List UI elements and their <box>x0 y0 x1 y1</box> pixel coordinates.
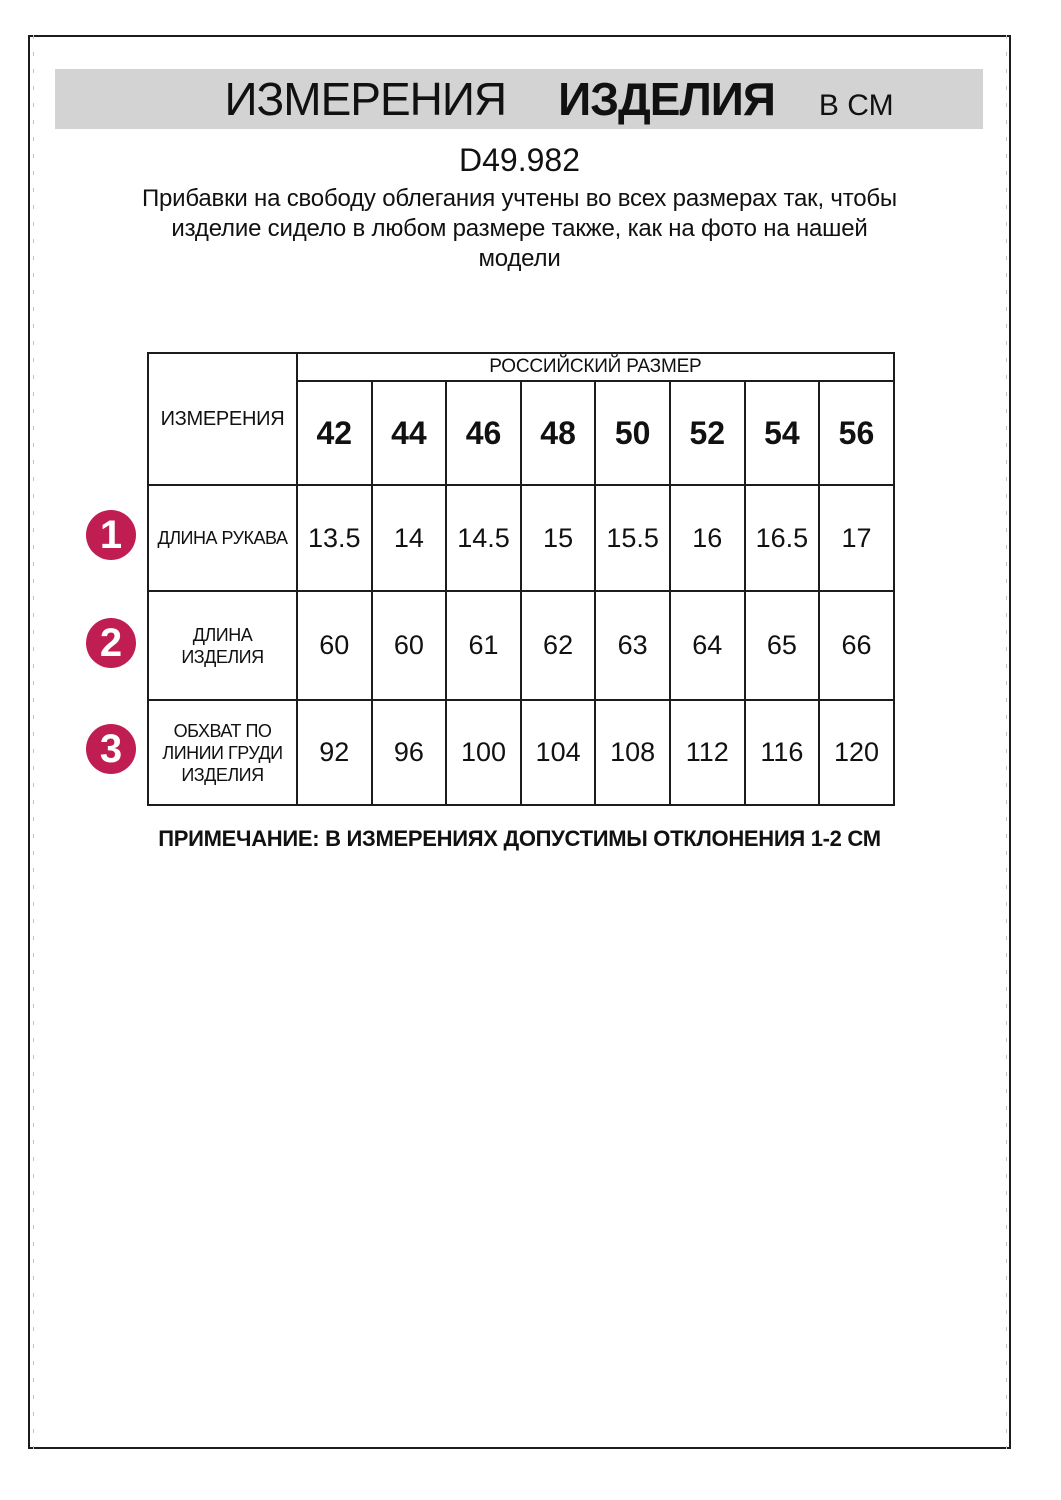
title-main: ИЗМЕРЕНИЯ <box>224 73 507 125</box>
row-number-badge-1: 1 <box>86 510 136 560</box>
table-cell: 100 <box>446 700 521 805</box>
row-label-chest-girth: ОБХВАТ ПО ЛИНИИ ГРУДИ ИЗДЕЛИЯ <box>148 700 297 805</box>
table-cell: 14.5 <box>446 485 521 591</box>
table-cell: 16.5 <box>745 485 820 591</box>
product-code: D49.982 <box>459 142 580 178</box>
table-cell: 16 <box>670 485 745 591</box>
table-cell: 112 <box>670 700 745 805</box>
row-label-garment-length: ДЛИНА ИЗДЕЛИЯ <box>148 591 297 700</box>
size-header: 52 <box>670 381 745 485</box>
table-row <box>148 485 894 591</box>
table-cell: 108 <box>595 700 670 805</box>
table-row <box>148 700 894 805</box>
table-row <box>148 591 894 700</box>
size-header: 42 <box>297 381 372 485</box>
table-cell: 60 <box>372 591 447 700</box>
title-units: В СМ <box>818 89 894 122</box>
table-cell: 60 <box>297 591 372 700</box>
table-cell: 66 <box>819 591 894 700</box>
measurements-table <box>147 352 895 806</box>
table-cell: 14 <box>372 485 447 591</box>
size-header: 56 <box>819 381 894 485</box>
title-emphasis: ИЗДЕЛИЯ <box>558 73 775 125</box>
table-cell: 15 <box>521 485 596 591</box>
table-cell: 63 <box>595 591 670 700</box>
row-number-badge-2: 2 <box>86 618 136 668</box>
group-header: РОССИЙСКИЙ РАЗМЕР <box>297 353 894 381</box>
description <box>28 184 1011 274</box>
table-cell: 13.5 <box>297 485 372 591</box>
table-cell: 120 <box>819 700 894 805</box>
tolerance-note: ПРИМЕЧАНИЕ: В ИЗМЕРЕНИЯХ ДОПУСТИМЫ ОТКЛОНЕНИЯ 1-2 СМ <box>158 826 881 851</box>
table-cell: 62 <box>521 591 596 700</box>
size-header: 44 <box>372 381 447 485</box>
table-cell: 64 <box>670 591 745 700</box>
corner-header: ИЗМЕРЕНИЯ <box>148 353 297 485</box>
description-line-1: Прибавки на свободу облегания учтены во всех размерах так, чтобы <box>141 185 897 212</box>
size-header: 54 <box>745 381 820 485</box>
table-cell: 104 <box>521 700 596 805</box>
table-cell: 17 <box>819 485 894 591</box>
table-cell: 65 <box>745 591 820 700</box>
table-cell: 61 <box>446 591 521 700</box>
size-header: 46 <box>446 381 521 485</box>
size-header: 50 <box>595 381 670 485</box>
table-cell: 96 <box>372 700 447 805</box>
title-band <box>55 69 983 129</box>
row-label-sleeve-length: ДЛИНА РУКАВА <box>148 485 297 591</box>
description-line-3: модели <box>478 245 561 272</box>
table-cell: 116 <box>745 700 820 805</box>
description-line-2: изделие сидело в любом размере также, как на фото на нашей <box>171 215 868 242</box>
row-number-badge-3: 3 <box>86 724 136 774</box>
size-header: 48 <box>521 381 596 485</box>
table-cell: 92 <box>297 700 372 805</box>
table-cell: 15.5 <box>595 485 670 591</box>
